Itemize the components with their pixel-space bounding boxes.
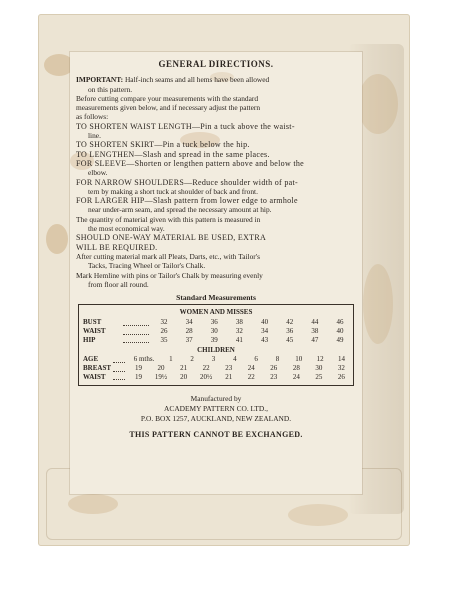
table-cell: 19 <box>135 372 142 381</box>
table-cell: 39 <box>210 335 218 344</box>
table-cell: 36 <box>286 326 294 335</box>
children-heading: CHILDREN <box>197 345 235 354</box>
manufacturer-line: Manufactured by <box>190 393 242 403</box>
table-cell: 19½ <box>154 372 168 381</box>
shorten-waist-instruction: line. <box>88 131 101 141</box>
table-cell: 6 <box>254 355 258 364</box>
hip-row <box>83 336 349 345</box>
table-cell: 26 <box>337 372 345 381</box>
important-line: Half-inch seams and all hems have been allowed <box>124 75 270 85</box>
table-cell: 44 <box>311 318 319 327</box>
important-note <box>76 75 356 84</box>
table-cell: 49 <box>336 335 344 344</box>
table-cell: 24 <box>292 372 300 381</box>
table-cell: 19 <box>135 364 142 373</box>
table-cell: 41 <box>235 335 243 344</box>
row-label: BREAST <box>83 364 112 373</box>
instruction-line: measurements given below, and if necessary adjust the pattern <box>76 103 261 113</box>
row-label: AGE <box>83 355 99 364</box>
lengthen-instruction: TO LENGTHEN—Slash and spread in the same places. <box>76 149 270 159</box>
shorten-skirt-instruction: TO SHORTEN SKIRT—Pin a tuck below the hip. <box>76 140 250 150</box>
table-cell: 30 <box>315 364 323 373</box>
table-cell: 35 <box>160 335 168 344</box>
table-cell: 26 <box>160 326 168 335</box>
leader-dots <box>113 357 125 363</box>
table-cell: 2 <box>190 355 194 364</box>
age-stain <box>68 494 118 514</box>
table-cell: 20 <box>157 364 165 373</box>
table-cell: 21 <box>180 364 188 373</box>
page-title: GENERAL DIRECTIONS. <box>158 59 274 69</box>
leader-dots <box>113 366 125 372</box>
table-cell: 46 <box>336 318 344 327</box>
table-cell: 1 <box>169 355 173 364</box>
table-cell: 40 <box>336 326 344 335</box>
instruction-line: Before cutting compare your measurements with the standard <box>76 93 259 103</box>
hip-instruction: FOR LARGER HIP—Slash pattern from lower edge to armhole <box>76 196 298 206</box>
hemline-note: from floor all round. <box>88 279 149 289</box>
table-cell: 28 <box>185 326 193 335</box>
manufacturer-name: ACADEMY PATTERN CO. LTD., <box>164 403 268 413</box>
shoulders-instruction: tern by making a short tuck at shoulder of back and front. <box>88 186 258 196</box>
exchange-warning: THIS PATTERN CANNOT BE EXCHANGED. <box>129 429 303 439</box>
sleeve-instruction: FOR SLEEVE—Shorten or lengthen pattern above and below the <box>76 158 305 168</box>
table-cell: 14 <box>337 355 345 364</box>
after-cutting-note: Tacks, Tracing Wheel or Tailor's Chalk. <box>88 261 206 271</box>
leader-dots <box>123 329 149 335</box>
table-cell: 21 <box>225 372 233 381</box>
table-cell: 30 <box>210 326 218 335</box>
table-cell: 45 <box>286 335 294 344</box>
one-way-warning: SHOULD ONE-WAY MATERIAL BE USED, EXTRA <box>76 233 267 243</box>
important-line: on this pattern. <box>88 84 133 94</box>
table-cell: 42 <box>286 318 294 327</box>
standard-measurements-title: Standard Measurements <box>176 293 256 303</box>
manufacturer-address: P.O. BOX 1257, AUCKLAND, NEW ZEALAND. <box>140 413 292 423</box>
leader-dots <box>113 374 125 380</box>
quantity-note: The quantity of material given with this pattern is measured in <box>76 214 261 224</box>
table-cell: 20½ <box>200 372 213 381</box>
table-cell: 25 <box>315 372 323 381</box>
row-label: HIP <box>83 335 96 344</box>
sleeve-instruction: elbow. <box>88 168 108 178</box>
measurements-table <box>78 304 354 385</box>
table-cell: 22 <box>247 372 255 381</box>
table-cell: 23 <box>270 372 278 381</box>
one-way-warning: WILL BE REQUIRED. <box>76 242 158 252</box>
age-stain <box>46 224 68 254</box>
table-cell: 23 <box>225 364 233 373</box>
directions-text <box>76 58 356 439</box>
table-cell: 36 <box>210 318 218 327</box>
table-cell: 20 <box>180 372 188 381</box>
row-label: BUST <box>83 318 102 327</box>
quantity-note: the most economical way. <box>88 224 165 234</box>
after-cutting-note: After cutting material mark all Pleats, Darts, etc., with Tailor's <box>76 251 260 261</box>
age-stain <box>358 74 398 134</box>
hip-instruction: near under-arm seam, and spread the necessary amount at hip. <box>88 205 272 215</box>
row-values <box>131 373 349 382</box>
table-cell: 34 <box>185 318 193 327</box>
row-values <box>155 336 349 345</box>
women-heading: WOMEN AND MISSES <box>179 308 253 317</box>
table-cell: 38 <box>235 318 243 327</box>
child-waist-row <box>83 373 349 382</box>
table-cell: 32 <box>337 364 345 373</box>
hemline-note: Mark Hemline with pins or Tailor's Chalk by measuring evenly <box>76 270 263 280</box>
table-cell: 10 <box>295 355 303 364</box>
table-cell: 8 <box>275 355 280 364</box>
table-cell: 4 <box>233 355 237 364</box>
shoulders-instruction: FOR NARROW SHOULDERS—Reduce shoulder width of pat- <box>76 177 298 187</box>
table-cell: 34 <box>261 326 269 335</box>
shorten-waist-instruction: TO SHORTEN WAIST LENGTH—Pin a tuck above the waist- <box>76 121 295 131</box>
age-stain <box>288 504 348 526</box>
table-cell: 12 <box>316 355 324 364</box>
leader-dots <box>123 320 149 326</box>
table-cell: 38 <box>311 326 319 335</box>
age-stain <box>363 264 393 344</box>
table-cell: 28 <box>292 364 300 373</box>
table-cell: 3 <box>211 355 216 364</box>
manufacturer-block <box>76 394 356 424</box>
row-label: WAIST <box>83 326 106 335</box>
table-cell: 32 <box>235 326 243 335</box>
row-label: WAIST <box>83 372 106 381</box>
table-cell: 24 <box>247 364 255 373</box>
important-label: IMPORTANT: <box>76 75 124 85</box>
table-cell: 26 <box>270 364 278 373</box>
table-cell: 6 mths. <box>133 355 155 364</box>
table-cell: 43 <box>261 335 269 344</box>
table-cell: 37 <box>185 335 193 344</box>
table-cell: 32 <box>160 318 168 327</box>
table-cell: 47 <box>311 335 319 344</box>
table-cell: 22 <box>202 364 210 373</box>
instruction-line: as follows: <box>76 112 109 122</box>
leader-dots <box>123 337 149 343</box>
table-cell: 40 <box>261 318 269 327</box>
